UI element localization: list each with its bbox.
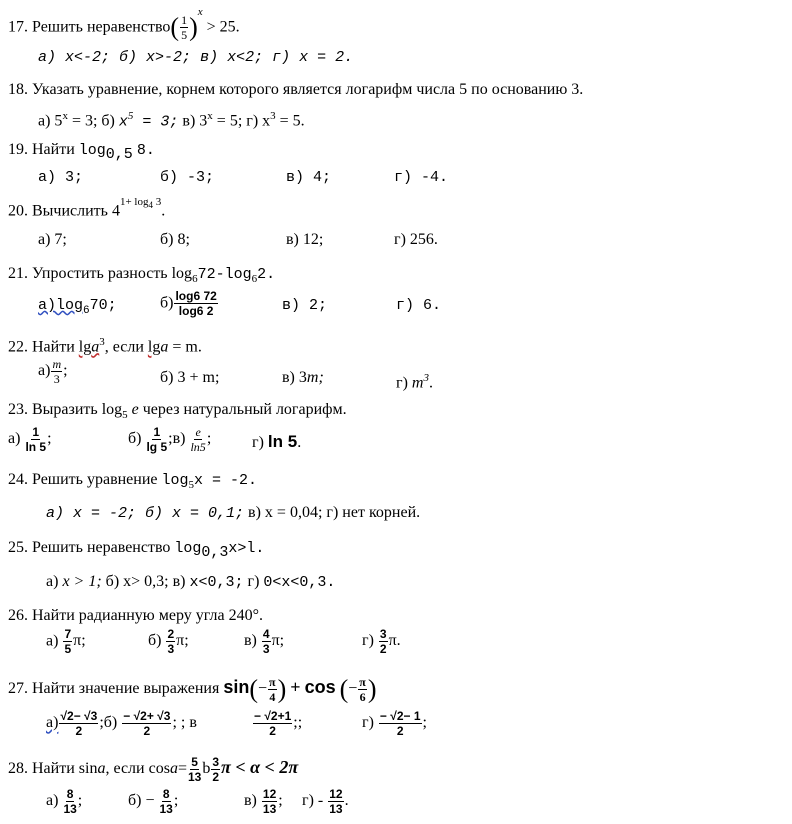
q24-question: 24. Решить уравнение $\log_5x = -2$. (8, 471, 258, 492)
question-number: 28. (8, 760, 28, 778)
question-text: Выразить log (32, 401, 123, 418)
question-number: 24. (8, 471, 28, 488)
answer-d: г) 6. (396, 297, 442, 314)
question-number: 23. (8, 401, 28, 418)
question-number: 22. (8, 338, 28, 356)
answer-c: в) 4; (286, 169, 332, 186)
question-text: Решить неравенство (32, 539, 171, 556)
answer-b: б) x>-2; (119, 49, 192, 66)
answer-a-b: а) x = -2; б) x = 0,1; (46, 505, 245, 522)
q23-question: 23. Выразить $\log_5 e$ через натуральный логарифм. (8, 401, 347, 422)
q17-question: 17. Решить неравенство( $\frac{1}{5}$ )$^x$ > 25. (8, 6, 240, 43)
q18-question (8, 80, 583, 100)
question-text: Найти значение выражения (32, 680, 220, 698)
answer-c-d: в) x = 0,04; г) нет корней. (248, 504, 421, 521)
answer-a: а) 3; (38, 169, 84, 186)
q27-question: 27. Найти значение выражения sin(− $\frac{\pi}{4}$ ) + cos (− $\frac{\pi}{6}$ ) (8, 674, 377, 704)
answer-d: г) x = 2. (272, 49, 354, 66)
answer-c: в) 12; (286, 231, 324, 248)
question-number: 20. (8, 202, 28, 220)
question-number: 25. (8, 539, 28, 556)
question-number: 27. (8, 680, 28, 698)
question-number: 18. (8, 81, 28, 98)
q28-question: 28. Найти sina, если cosa= $\frac{5}{13}$ b $\frac{3}{2}$ π < α < 2π (8, 755, 299, 784)
q25-question: 25. Решить неравенство $\log_{0,3}x>l$. (8, 539, 265, 562)
q20-question: 20. Вычислить $4^{1+ log_4 3}$. (8, 196, 166, 220)
question-number: 21. (8, 265, 28, 282)
q17-answers (38, 48, 353, 68)
answer-b: б) 3 + m; (160, 369, 220, 386)
question-number: 19. (8, 141, 28, 158)
q18-answers: а) $5^x = 3$; б) $x^5 = 3$; в) $3^x = 5$; г) $x^3 = 5$. (38, 110, 305, 131)
answer-c: в) 2; (282, 297, 328, 314)
answer-d: г) 256. (394, 231, 438, 248)
question-text: Найти радианную меру угла 240°. (32, 607, 264, 624)
question-number: 26. (8, 607, 28, 624)
question-text: Вычислить (32, 202, 108, 220)
q21-question: 21. Упростить разность $\log_672-\log_62$. (8, 265, 276, 286)
q19-question: 19. Найти $\log_{0,5} 8$. (8, 141, 155, 164)
question-text: Найти (32, 338, 75, 356)
answer-d: г) -4. (394, 169, 449, 186)
question-number: 17. (8, 18, 28, 36)
q26-question (8, 606, 263, 626)
question-text: Решить уравнение (32, 471, 158, 488)
question-text: Упростить разность (32, 265, 168, 282)
question-text: Найти (32, 141, 75, 158)
question-text: Решить неравенство (32, 18, 171, 36)
q25-answers: а) x > 1; б) x> 0,3; в) x<0,3; г) 0<x<0,3. (46, 573, 336, 591)
q22-question: 22. Найти lga$^3$, если lga = m. (8, 336, 202, 356)
q24-answers (46, 503, 420, 524)
answer-c: в) x<2; (200, 49, 264, 66)
answer-b: б) -3; (160, 169, 215, 186)
answer-a: а) 7; (38, 231, 67, 248)
question-text: Найти sin (32, 760, 98, 778)
answer-a: а) x<-2; (38, 49, 111, 66)
answer-b: б) 8; (160, 231, 190, 248)
question-text: Указать уравнение, корнем которого является логарифм числа 5 по основанию 3. (32, 81, 584, 98)
